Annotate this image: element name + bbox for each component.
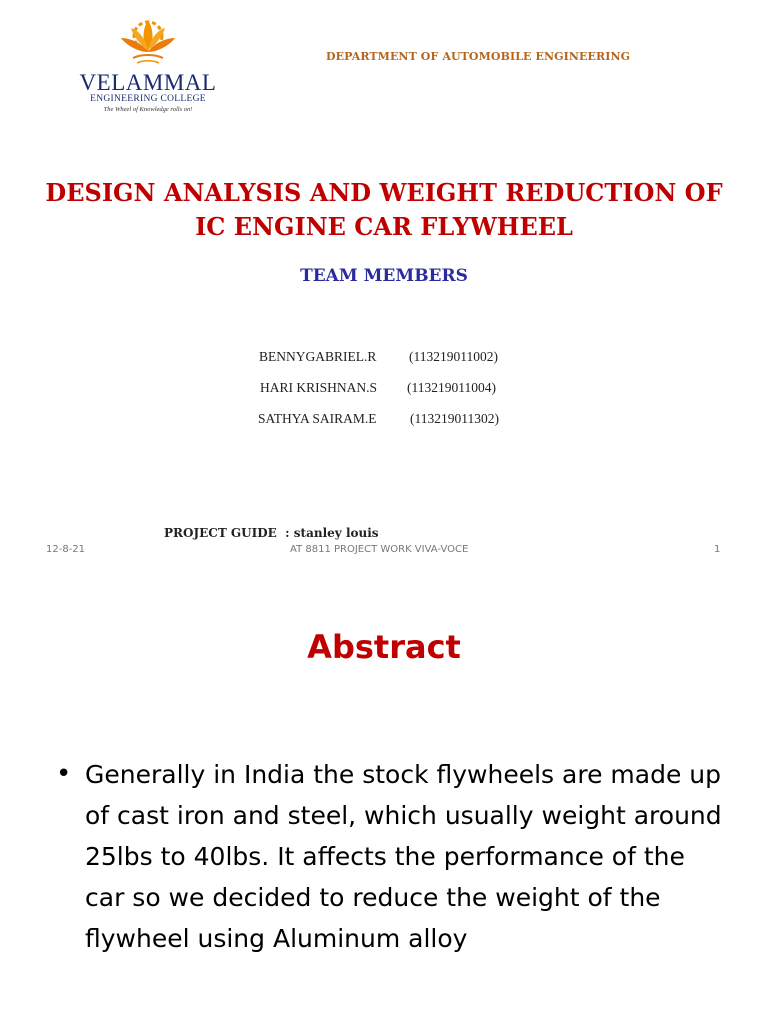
- abstract-title: Abstract: [307, 628, 461, 666]
- member-id: (113219011302): [410, 411, 499, 426]
- title-line-2: IC ENGINE CAR FLYWHEEL: [195, 212, 573, 241]
- member-row: [260, 380, 496, 396]
- bullet-text: Generally in India the stock flywheels are made up of cast iron and steel, which usually weight around 25lbs to 40lbs. It affects the performance of the car so we decided to reduce the weight of the flywheel using Aluminum alloy: [85, 760, 722, 953]
- member-id: (113219011002): [409, 349, 498, 364]
- guide-name: stanley louis: [293, 526, 379, 540]
- guide-label: PROJECT GUIDE :: [164, 526, 290, 540]
- member-id: (113219011004): [407, 380, 496, 395]
- member-row: [259, 349, 498, 365]
- department-name: DEPARTMENT OF AUTOMOBILE ENGINEERING: [326, 50, 631, 63]
- college-logo: [76, 14, 220, 118]
- member-name: HARI KRISHNAN.S: [260, 380, 378, 395]
- member-name: SATHYA SAIRAM.E: [258, 411, 377, 426]
- logo-name: VELAMMAL: [79, 70, 217, 95]
- logo-tagline: The Wheel of Knowledge rolls on!: [103, 106, 193, 113]
- team-heading: TEAM MEMBERS: [300, 266, 468, 286]
- slide-2: [0, 576, 768, 1024]
- title-line-1: DESIGN ANALYSIS AND WEIGHT REDUCTION OF: [45, 178, 723, 207]
- footer-center: AT 8811 PROJECT WORK VIVA-VOCE: [290, 544, 469, 555]
- footer-date: 12-8-21: [46, 544, 86, 555]
- bullet-icon: •: [56, 759, 72, 789]
- lotus-gear-icon: [113, 14, 183, 70]
- slide-title: [40, 176, 728, 244]
- project-guide: [164, 526, 379, 540]
- member-row: [258, 411, 499, 427]
- footer-page-number: 1: [714, 544, 721, 555]
- member-name: BENNYGABRIEL.R: [259, 349, 377, 364]
- logo-subtitle: ENGINEERING COLLEGE: [90, 94, 206, 104]
